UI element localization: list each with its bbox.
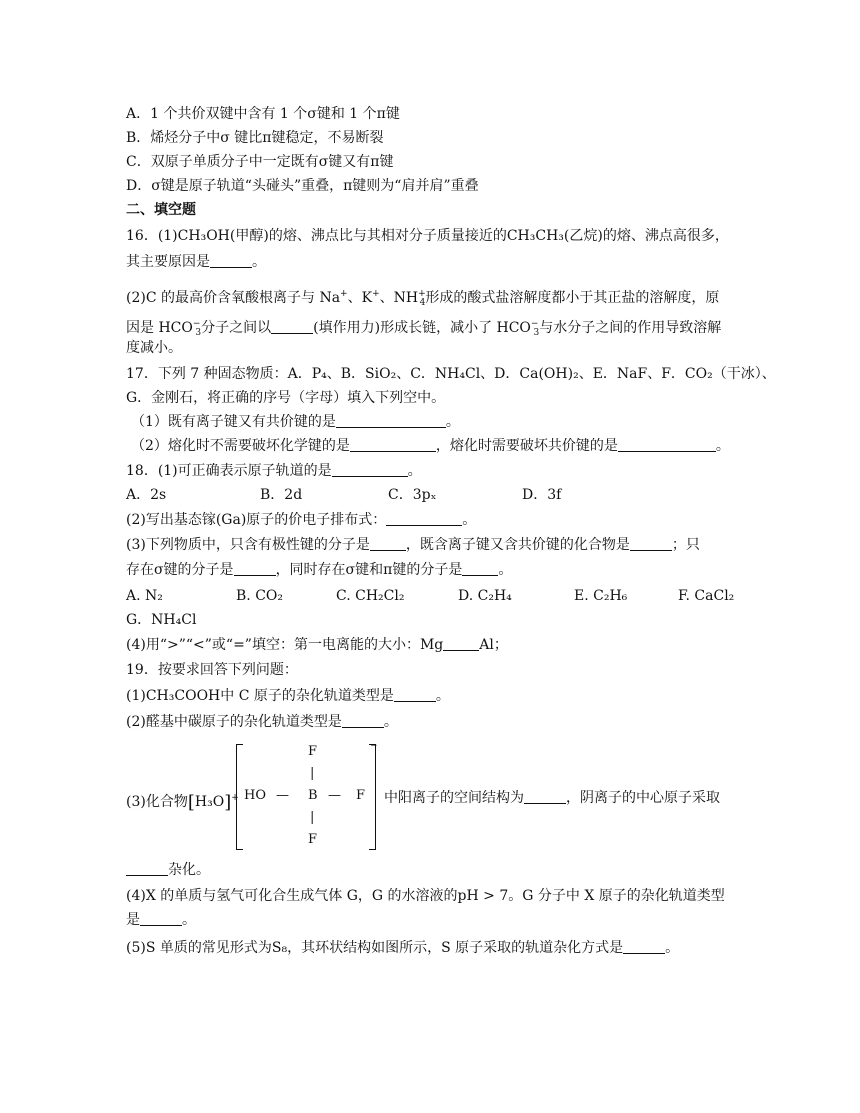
q16-text: (乙烷)的熔、沸点高很多，	[563, 228, 729, 244]
q18-options-row-2	[126, 586, 736, 606]
subscript-3: 3	[533, 328, 540, 338]
q16-text: 与水分子之间的作用导致溶解	[539, 320, 722, 336]
anion-charge: −	[370, 741, 378, 751]
q16-line-3	[126, 284, 736, 313]
q18-text: (4)用“>”“<”或“=”填空：第一电离能的大小：Mg	[126, 637, 444, 653]
superscript-plus: +	[372, 289, 380, 299]
q17-text: 。	[715, 438, 730, 454]
atom-b: B	[308, 788, 318, 803]
bond-vertical-top: |	[310, 766, 315, 781]
q17-line-1: 17．下列 7 种固态物质：A．P₄、B．SiO₂、C．NH₄Cl、D．Ca(OH)₂、E．NaF、F．CO₂（干冰）、	[126, 366, 776, 382]
superscript-plus: +	[340, 289, 348, 299]
q16-line-1	[126, 226, 736, 246]
q18-text: ；只	[671, 537, 700, 553]
option-b: B．2d	[260, 487, 303, 503]
q18-text: (2)写出基态镓(Ga)原子的价电子排布式：	[126, 512, 387, 528]
q16-line-5: 度减小。	[126, 340, 182, 356]
option-b: B. CO₂	[236, 588, 283, 604]
q19-text: 中 C 原子的杂化轨道类型是	[220, 688, 394, 704]
answer-blank[interactable]	[618, 437, 716, 452]
q16-text: 形成的酸式盐溶解度都小于其正盐的溶解度，原	[425, 290, 720, 306]
q18-line-3	[126, 535, 736, 555]
q19-text: 杂化。	[168, 862, 210, 878]
formula-acetic-acid: CH₃COOH	[145, 688, 221, 704]
answer-blank[interactable]	[630, 536, 672, 551]
q19-line-3	[126, 712, 736, 732]
group-ho: HO	[244, 788, 266, 803]
q19-line-5	[126, 860, 736, 880]
q18-text: ，既含离子键又含共价键的化合物是	[405, 537, 630, 553]
formula-s8: S₈	[271, 940, 288, 956]
atom-f-right: F	[356, 788, 366, 803]
answer-blank[interactable]	[443, 636, 479, 651]
superscript-plus: +	[418, 289, 426, 299]
q16-text: 因是 HCO	[126, 320, 193, 336]
answer-blank[interactable]	[234, 561, 276, 576]
q18-text: ，同时存在σ键和π键的分子是	[275, 562, 463, 578]
option-e: E. C₂H₆	[574, 588, 628, 604]
answer-blank[interactable]	[386, 511, 462, 526]
q17-text: （2）熔化时不需要破坏化学键的是	[131, 438, 350, 454]
option-a: A. N₂	[126, 588, 163, 604]
formula-methanol: CH₃OH	[177, 228, 230, 244]
tetrafluoroborate-structure	[236, 741, 378, 850]
q17-text: ，熔化时需要破坏共价键的是	[435, 438, 618, 454]
answer-blank[interactable]	[623, 939, 665, 954]
q16-text: 其主要原因是	[126, 254, 210, 270]
q19-text: (2)醛基中碳原子的杂化轨道类型是	[126, 714, 342, 730]
q18-text: 。	[498, 562, 513, 578]
q19-text: 。	[435, 688, 450, 704]
superscript-minus: −	[192, 319, 201, 329]
q18-text: (3)下列物质中，只含有极性键的分子是	[126, 537, 370, 553]
q19-line-2	[126, 686, 736, 706]
bond-left: —	[276, 788, 289, 803]
answer-blank[interactable]	[394, 687, 436, 702]
atom-f-bottom: F	[308, 832, 318, 847]
q19-text: (3)化合物	[126, 794, 188, 810]
structure-bracket-left	[236, 744, 243, 850]
q18-line-5	[126, 635, 736, 655]
q18-text: 18．(1)可正确表示原子轨道的是	[126, 463, 332, 479]
formula-ethane: CH₃CH₃	[506, 228, 564, 244]
q17-line-3	[131, 412, 741, 432]
answer-blank[interactable]	[271, 319, 313, 334]
option-d: D. C₂H₄	[458, 588, 512, 604]
answer-blank[interactable]	[350, 437, 436, 452]
q18-text: 。	[462, 512, 477, 528]
q19-text: 。	[665, 940, 680, 956]
formula-hydronium: H₃O	[194, 794, 225, 810]
q16-text: 、K	[347, 290, 373, 306]
q16-text: 、NH	[379, 290, 419, 306]
q18-text: 。	[407, 463, 422, 479]
q16-text: (2)C 的最高价含氧酸根离子与 Na	[126, 290, 341, 306]
cation-charge: +	[231, 793, 239, 803]
q19-text: 中阳离子的空间结构为	[384, 790, 524, 806]
q19-text: ，阴离子的中心原子采取	[566, 790, 720, 806]
answer-blank[interactable]	[126, 861, 168, 876]
bracket-left: [	[187, 792, 195, 813]
q19-line-1: 19．按要求回答下列问题：	[126, 662, 298, 678]
q19-text: (4)X 的单质与氢气可化合生成气体 G，G 的水溶液的	[126, 888, 458, 904]
option-c: C. CH₂Cl₂	[336, 588, 405, 604]
q16-text: 分子之间以	[201, 320, 272, 336]
option-a: A．2s	[126, 487, 167, 503]
q18-line-4	[126, 560, 736, 580]
q19-line-7	[126, 910, 736, 930]
option-c: C．3pₓ	[388, 487, 437, 503]
q19-line-6	[126, 886, 736, 906]
q18-line-1	[126, 461, 736, 481]
q18-text: 存在σ键的分子是	[126, 562, 234, 578]
subscript-4: 4	[419, 298, 426, 308]
q15-option-b: B．烯烃分子中σ 键比π键稳定，不易断裂	[126, 130, 384, 146]
option-f: F. CaCl₂	[678, 588, 735, 604]
subscript-3: 3	[195, 328, 202, 338]
q19-line-8	[126, 938, 736, 958]
bond-vertical-bottom: |	[310, 810, 315, 825]
q16-line-2	[126, 252, 736, 272]
q18-text: Al；	[479, 637, 508, 653]
q17-text: （1）既有离子键又有共价键的是	[131, 414, 336, 430]
section-heading: 二、填空题	[126, 202, 196, 218]
answer-blank[interactable]	[336, 413, 446, 428]
q15-option-d: D．σ键是原子轨道“头碰头”重叠，π键则为“肩并肩”重叠	[126, 178, 479, 194]
answer-blank[interactable]	[462, 561, 498, 576]
q17-line-4	[131, 436, 741, 456]
q16-text: (甲醇)的熔、沸点比与其相对分子质量接近的	[229, 228, 507, 244]
q16-text: 。	[252, 254, 266, 270]
answer-blank[interactable]	[342, 713, 384, 728]
q16-label: 16．(1)	[126, 228, 178, 244]
structure-bracket-right	[369, 744, 376, 850]
q15-option-c: C．双原子单质分子中一定既有σ键又有π键	[126, 154, 394, 170]
q16-text: (填作用力)形成长链，减小了 HCO	[313, 320, 531, 336]
q19-text: 。	[182, 912, 196, 928]
atom-f-top: F	[308, 744, 318, 759]
ph-expression: pH > 7	[457, 888, 509, 904]
superscript-minus: −	[530, 319, 539, 329]
answer-blank[interactable]	[524, 789, 566, 804]
q19-text: 。	[383, 714, 398, 730]
answer-blank[interactable]	[210, 253, 252, 268]
q15-option-a: A．1 个共价双键中含有 1 个σ键和 1 个π键	[126, 106, 400, 122]
bond-right: —	[328, 788, 341, 803]
bracket-right: ]	[224, 792, 232, 813]
answer-blank[interactable]	[370, 536, 406, 551]
answer-blank[interactable]	[332, 462, 408, 477]
q18-options-row	[126, 485, 736, 505]
answer-blank[interactable]	[140, 911, 182, 926]
q19-text: (5)S 单质的常见形式为	[126, 940, 272, 956]
q19-text: ，其环状结构如图所示，S 原子采取的轨道杂化方式是	[287, 940, 624, 956]
option-d: D．3f	[522, 487, 562, 503]
q19-text: 是	[126, 912, 140, 928]
q17-text: 。	[445, 414, 460, 430]
q18-line-2	[126, 510, 736, 530]
q17-line-2: G．金刚石，将正确的序号（字母）填入下列空中。	[126, 390, 446, 406]
q18-option-g: G．NH₄Cl	[126, 612, 197, 628]
q19-text: (1)	[126, 688, 146, 704]
q19-text: 。G 分子中 X 原子的杂化轨道类型	[508, 888, 725, 904]
q19-line-4-right	[384, 788, 744, 808]
